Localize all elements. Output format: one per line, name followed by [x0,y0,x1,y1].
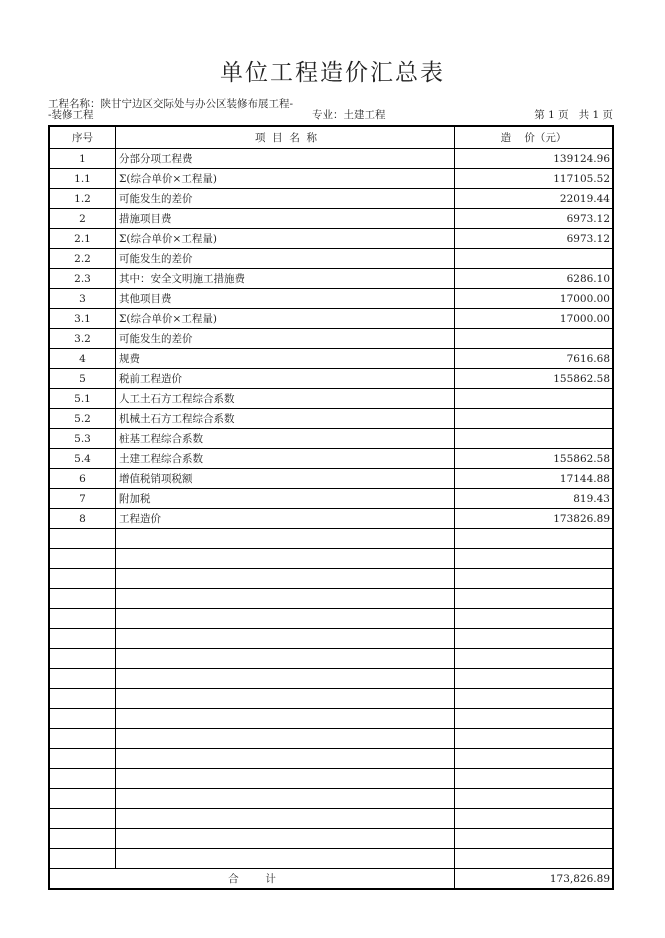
empty-cell [116,789,455,809]
empty-row [49,609,613,629]
row-name: 人工土石方工程综合系数 [116,389,455,409]
empty-cell [116,629,455,649]
page-title: 单位工程造价汇总表 [220,60,445,86]
row-name: 增值税销项税额 [116,469,455,489]
table-row [49,429,613,449]
empty-cell [116,809,455,829]
row-name: 税前工程造价 [116,369,455,389]
row-no: 2.2 [49,249,116,269]
header-cost: 造 价（元） [455,126,614,149]
header-name: 项 目 名 称 [116,126,455,149]
row-cost [455,329,614,349]
table-row [49,229,613,249]
empty-cell [116,529,455,549]
empty-cell [49,789,116,809]
empty-row [49,769,613,789]
row-name: Σ(综合单价×工程量) [116,309,455,329]
total-label: 合 计 [49,869,455,890]
empty-cell [455,689,614,709]
empty-cell [49,529,116,549]
row-no: 1.1 [49,169,116,189]
empty-cell [116,689,455,709]
empty-cell [455,789,614,809]
table-row [49,449,613,469]
page-info: 第 1 页 共 1 页 [534,109,613,121]
table-row [49,169,613,189]
empty-cell [49,649,116,669]
empty-cell [455,829,614,849]
row-no: 5.1 [49,389,116,409]
row-no: 2.1 [49,229,116,249]
total-row [49,869,613,890]
empty-row [49,669,613,689]
row-cost: 819.43 [455,489,614,509]
row-cost: 139124.96 [455,149,614,169]
empty-cell [116,589,455,609]
row-name: 其中：安全文明施工措施费 [116,269,455,289]
empty-row [49,569,613,589]
row-no: 5.2 [49,409,116,429]
row-name: 桩基工程综合系数 [116,429,455,449]
row-name: 措施项目费 [116,209,455,229]
empty-cell [49,749,116,769]
row-cost: 117105.52 [455,169,614,189]
row-cost: 7616.68 [455,349,614,369]
row-no: 3 [49,289,116,309]
header-row [49,126,613,149]
empty-cell [455,629,614,649]
empty-row [49,729,613,749]
row-name: Σ(综合单价×工程量) [116,169,455,189]
empty-cell [116,549,455,569]
row-name: 可能发生的差价 [116,189,455,209]
empty-cell [455,769,614,789]
row-cost: 6286.10 [455,269,614,289]
empty-cell [49,809,116,829]
empty-cell [49,729,116,749]
row-cost: 6973.12 [455,229,614,249]
empty-row [49,749,613,769]
table-row [49,189,613,209]
row-cost: 17000.00 [455,289,614,309]
empty-cell [455,589,614,609]
row-cost: 6973.12 [455,209,614,229]
row-cost [455,389,614,409]
table-row [49,209,613,229]
empty-cell [49,849,116,869]
empty-cell [49,769,116,789]
project-name: 工程名称：陕甘宁边区交际处与办公区装修布展工程- [48,98,294,110]
row-name: 其他项目费 [116,289,455,309]
empty-cell [455,649,614,669]
empty-cell [455,729,614,749]
row-no: 5.4 [49,449,116,469]
empty-cell [49,829,116,849]
empty-row [49,529,613,549]
empty-row [49,549,613,569]
cost-summary-table [48,125,614,890]
empty-cell [116,729,455,749]
empty-row [49,789,613,809]
empty-cell [455,749,614,769]
empty-cell [116,609,455,629]
row-name: 工程造价 [116,509,455,529]
empty-cell [455,569,614,589]
specialty: 专业：土建工程 [312,109,386,121]
table-row [49,329,613,349]
table-row [49,509,613,529]
empty-cell [455,809,614,829]
row-no: 5 [49,369,116,389]
row-no: 2.3 [49,269,116,289]
row-no: 1.2 [49,189,116,209]
empty-cell [116,749,455,769]
row-name: 可能发生的差价 [116,329,455,349]
row-name: 规费 [116,349,455,369]
empty-cell [116,649,455,669]
empty-cell [116,569,455,589]
empty-cell [49,709,116,729]
empty-cell [116,709,455,729]
empty-cell [116,669,455,689]
row-no: 8 [49,509,116,529]
table-row [49,349,613,369]
empty-cell [455,849,614,869]
row-no: 7 [49,489,116,509]
empty-cell [455,549,614,569]
row-name: 附加税 [116,489,455,509]
row-no: 2 [49,209,116,229]
empty-row [49,809,613,829]
empty-cell [49,629,116,649]
empty-cell [49,569,116,589]
empty-cell [116,829,455,849]
table-row [49,269,613,289]
empty-row [49,589,613,609]
empty-cell [49,669,116,689]
row-cost: 173826.89 [455,509,614,529]
row-cost: 155862.58 [455,449,614,469]
row-name: 可能发生的差价 [116,249,455,269]
table-row [49,389,613,409]
empty-cell [116,769,455,789]
row-no: 5.3 [49,429,116,449]
empty-cell [49,609,116,629]
empty-cell [455,669,614,689]
table-row [49,369,613,389]
empty-cell [49,689,116,709]
table-row [49,309,613,329]
table-row [49,489,613,509]
table-row [49,469,613,489]
row-cost [455,249,614,269]
row-name: 土建工程综合系数 [116,449,455,469]
total-value: 173,826.89 [455,869,614,890]
empty-cell [455,609,614,629]
table-row [49,289,613,309]
row-cost: 17144.88 [455,469,614,489]
row-name: 分部分项工程费 [116,149,455,169]
empty-row [49,689,613,709]
row-cost [455,409,614,429]
row-no: 6 [49,469,116,489]
table-row [49,149,613,169]
row-cost [455,429,614,449]
empty-cell [49,589,116,609]
row-name: 机械土石方工程综合系数 [116,409,455,429]
project-name-continued: -装修工程 [48,109,94,121]
row-cost: 155862.58 [455,369,614,389]
empty-row [49,829,613,849]
row-no: 4 [49,349,116,369]
empty-cell [455,709,614,729]
empty-row [49,649,613,669]
row-cost: 17000.00 [455,309,614,329]
empty-cell [116,849,455,869]
row-no: 1 [49,149,116,169]
row-cost: 22019.44 [455,189,614,209]
row-no: 3.1 [49,309,116,329]
empty-cell [455,529,614,549]
empty-cell [49,549,116,569]
empty-row [49,709,613,729]
row-name: Σ(综合单价×工程量) [116,229,455,249]
table-row [49,249,613,269]
table-row [49,409,613,429]
empty-row [49,849,613,869]
row-no: 3.2 [49,329,116,349]
empty-row [49,629,613,649]
header-no: 序号 [49,126,116,149]
